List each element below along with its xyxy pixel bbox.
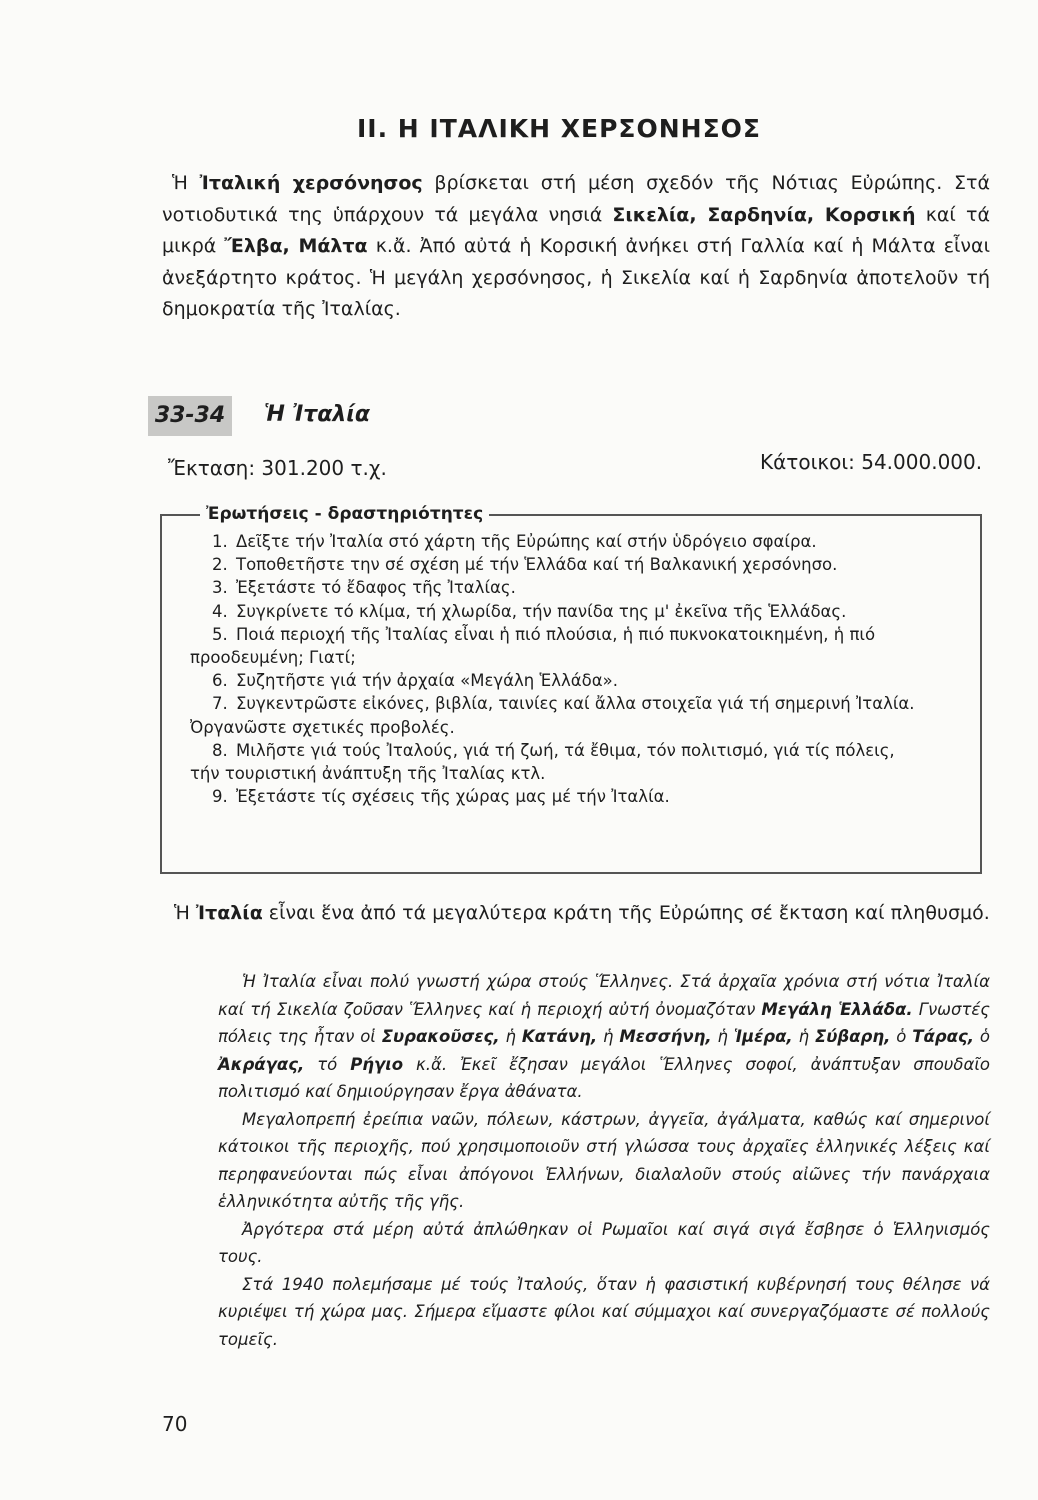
question-number: 5. <box>212 624 228 644</box>
main-text-1: Ἡ <box>174 902 196 924</box>
italic-bold: Συρακοῦσες, <box>381 1027 500 1046</box>
question-text: Τοποθετῆστε την σέ σχέση μέ τήν Ἑλλάδα καί τή Βαλκανική χερσόνησο. <box>236 555 838 575</box>
questions-list <box>190 530 970 808</box>
italic-bold: Ἀκράγας, <box>218 1054 305 1074</box>
question-number: 2. <box>212 555 228 575</box>
questions-header: Ἐρωτήσεις - δραστηριότητες <box>200 504 489 524</box>
italic-bold: Ρήγιο <box>350 1054 404 1074</box>
intro-text-3: καί τά μικρά <box>162 203 990 257</box>
question-text: Δεῖξτε τήν Ἰταλία στό χάρτη τῆς Εὐρώπης καί στήν ὑδρόγειο σφαίρα. <box>236 532 817 551</box>
italic-text: Γνωστές πόλεις της ἦταν οἱ <box>218 999 990 1046</box>
italic-bold: Μεσσήνη, <box>619 1027 712 1046</box>
italic-text: ἡ <box>711 1027 734 1046</box>
question-continuation: τήν τουριστική ἀνάπτυξη τῆς Ἰταλίας κτλ. <box>190 764 546 784</box>
italic-text: ὁ <box>974 1027 990 1046</box>
population-fact: Κάτοικοι: 54.000.000. <box>760 450 983 474</box>
question-number: 1. <box>212 532 228 551</box>
italic-bold: Κατάνη, <box>521 1027 598 1046</box>
page-title: II. Η ΙΤΑΛΙΚΗ ΧΕΡΣΟΝΗΣΟΣ <box>356 114 762 143</box>
question-number: 9. <box>212 787 228 807</box>
question-item <box>190 739 970 785</box>
main-paragraph <box>162 898 990 929</box>
question-text: Ἐξετάστε τίς σχέσεις τῆς χώρας μας μέ τήν Ἰταλία. <box>236 787 670 807</box>
section-number: 33-34 <box>148 396 232 436</box>
question-item <box>190 553 970 576</box>
italic-text: ἡ <box>499 1027 522 1046</box>
italic-text: ὁ <box>890 1027 913 1046</box>
question-number: 7. <box>212 694 228 714</box>
question-text: Συζητῆστε γιά τήν ἀρχαία «Μεγάλη Ἑλλάδα». <box>236 671 618 691</box>
main-bold-1: Ἰταλία <box>195 902 263 924</box>
intro-text-2: βρίσκεται στή μέση σχεδόν τῆς Νότιας Εὐρώπης. Στά νοτιοδυτικά της ὑπάρχουν τά μεγάλα νησιά <box>162 172 990 226</box>
question-item <box>190 692 970 738</box>
question-item <box>190 669 970 692</box>
question-item <box>190 576 970 599</box>
question-item <box>190 600 970 623</box>
italic-paragraph-2: Μεγαλοπρεπή ἐρείπια ναῶν, πόλεων, κάστρων, ἀγγεῖα, ἀγάλματα, καθώς καί σημερινοί κάτοικοι τῆς περιοχῆς, πού χρησιμοποιοῦν στή γλώσσα τους ἀρχαῖες ἑλληνικές λέξεις καί περηφανεύονται πώς εἶναι ἀπόγονοι Ἑλλήνων, διαλαλοῦν στούς αἰῶνες τήν πανάρχαια ἑλληνικότητα αὐτῆς τῆς γῆς. <box>218 1109 990 1211</box>
intro-paragraph <box>162 168 990 326</box>
italic-paragraph-3: Ἀργότερα στά μέρη αὐτά ἀπλώθηκαν οἱ Ρωμαῖοι καί σιγά σιγά ἔσβησε ὁ Ἑλληνισμός τους. <box>218 1219 990 1266</box>
main-text-2: εἶναι ἕνα ἀπό τά μεγαλύτερα κράτη τῆς Εὐρώπης σέ ἔκταση καί πληθυσμό. <box>262 902 990 924</box>
intro-bold-2: Σικελία, Σαρδηνία, Κορσική <box>612 203 916 226</box>
question-text: Ποιά περιοχή τῆς Ἰταλίας εἶναι ἡ πιό πλούσια, ἡ πιό πυκνοκατοικημένη, ἡ πιό <box>236 624 876 644</box>
question-item <box>190 785 970 808</box>
italic-bold: Μεγάλη Ἑλλάδα. <box>761 999 913 1019</box>
question-text: Ἐξετάστε τό ἔδαφος τῆς Ἰταλίας. <box>236 578 516 598</box>
italic-paragraph-1 <box>218 968 990 1106</box>
italic-bold: Ἱμέρα, <box>733 1027 793 1046</box>
question-number: 6. <box>212 671 228 691</box>
italic-text: ἡ <box>597 1027 620 1046</box>
italic-paragraph-4: Στά 1940 πολεμήσαμε μέ τούς Ἰταλούς, ὅταν ἡ φασιστική κυβέρνησή τους θέλησε νά κυριέψει τή χώρα μας. Σήμερα εἴμαστε φίλοι καί σύμμαχοι καί συνεργαζόμαστε σέ πολλούς τομεῖς. <box>218 1274 990 1349</box>
question-continuation: Ὀργανῶστε σχετικές προβολές. <box>190 717 455 737</box>
question-item <box>190 530 970 553</box>
question-continuation: προοδευμένη; Γιατί; <box>190 648 356 668</box>
page-number: 70 <box>162 1412 188 1436</box>
italic-text: κ.ἄ. Ἐκεῖ ἔζησαν μεγάλοι Ἕλληνες σοφοί, ἀνάπτυξαν σπουδαῖο πολιτισμό καί δημιούργησαν ἔργα ἀθάνατα. <box>218 1054 990 1101</box>
section-title: Ἡ Ἰταλία <box>264 402 370 427</box>
intro-text-4: κ.ἄ. Ἀπό αὐτά ἡ Κορσική ἀνήκει στή Γαλλία καί ἡ Μάλτα εἶναι ἀνεξάρτητο κράτος. Ἡ μεγάλη χερσόνησος, ἡ Σικελία καί ἡ Σαρδηνία ἀποτελοῦν τή δημοκρατία τῆς Ἰταλίας. <box>162 235 990 320</box>
italic-reading <box>218 968 990 1353</box>
italic-bold: Σύβαρη, <box>814 1027 891 1046</box>
intro-bold-1: Ἰταλική χερσόνησος <box>199 172 423 194</box>
italic-text: Ἡ Ἰταλία εἶναι πολύ γνωστή χώρα στούς Ἕλληνες. Στά ἀρχαῖα χρόνια στή νότια Ἰταλία καί τή Σικελία ζοῦσαν Ἕλληνες καί ἡ περιοχή αὐτή ὀνομαζόταν <box>218 972 990 1019</box>
italic-text: ἡ <box>792 1027 815 1046</box>
italic-bold: Τάρας, <box>912 1027 975 1046</box>
question-text: Συγκεντρῶστε εἰκόνες, βιβλία, ταινίες καί ἄλλα στοιχεῖα γιά τή σημερινή Ἰταλία. <box>236 694 915 714</box>
area-fact: Ἔκταση: 301.200 τ.χ. <box>168 456 387 480</box>
intro-text-1: Ἡ <box>172 172 200 194</box>
question-text: Συγκρίνετε τό κλίμα, τή χλωρίδα, τήν πανίδα της μ' ἐκεῖνα τῆς Ἑλλάδας. <box>236 601 847 621</box>
question-number: 4. <box>212 601 228 621</box>
italic-text: τό <box>304 1054 351 1074</box>
question-item <box>190 623 970 669</box>
question-number: 3. <box>212 578 228 598</box>
intro-bold-3: Ἔλβα, Μάλτα <box>224 235 368 257</box>
question-number: 8. <box>212 740 228 760</box>
question-text: Μιλῆστε γιά τούς Ἰταλούς, γιά τή ζωή, τά ἔθιμα, τόν πολιτισμό, γιά τίς πόλεις, <box>236 740 895 760</box>
